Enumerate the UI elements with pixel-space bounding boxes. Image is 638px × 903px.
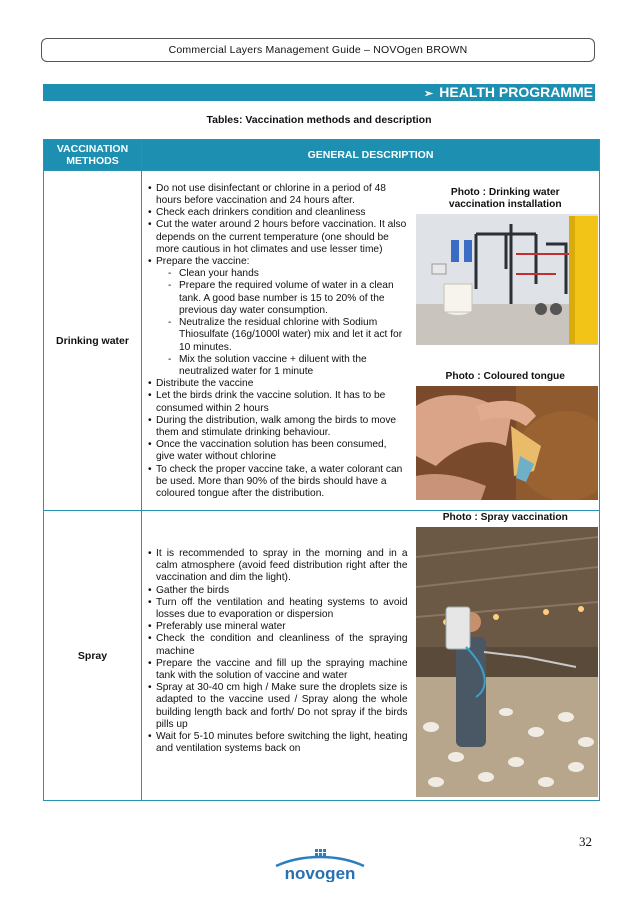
list-item: • Turn off the ventilation and heating systems to avoid losses due to evaporation or dispersion [148, 597, 408, 621]
column-header-methods: VACCINATION METHODS [44, 140, 142, 171]
list-item: • Let the birds drink the vaccine solution. It has to be consumed within 2 hours [148, 390, 408, 414]
sub-list-item: - Neutralize the residual chlorine with Sodium Thiosulfate (16g/1000l water) mix and let it act for 10 minutes. [148, 317, 408, 354]
list-item: • Spray at 30-40 cm high / Make sure the droplets size is adapted to the vaccine used / Spray along the whole building length back and forth/ Do not spray if the birds pills up [148, 682, 408, 731]
list-item: • Do not use disinfectant or chlorine in a period of 48 hours before vaccination and 24 hours after. [148, 183, 408, 207]
list-item: • Check the condition and cleanliness of the spraying machine [148, 633, 408, 657]
method-cell: Spray [44, 511, 142, 801]
photo-title: Photo : Coloured tongue [445, 371, 565, 382]
sub-list-item: - Clean your hands [148, 268, 408, 280]
section-title: HEALTH PROGRAMME [439, 84, 593, 100]
photo-title: Photo : Spray vaccination [442, 512, 568, 523]
list-item: • It is recommended to spray in the morning and in a calm atmosphere (avoid feed distribution right after the vaccination and dim the light). [148, 548, 408, 585]
description-cell [142, 171, 412, 511]
list-item: • During the distribution, walk among the birds to move them and stimulate drinking behaviour. [148, 415, 408, 439]
list-item: • Cut the water around 2 hours before vaccination. It also depends on the current temperature (one should be more cautious in hot climates and use lesser time) [148, 219, 408, 256]
sub-list-item: - Prepare the required volume of water in a clean tank. A good base number is 15 to 20% of the previous day water consumption. [148, 280, 408, 317]
method-cell: Drinking water [44, 171, 142, 511]
table-caption: Tables: Vaccination methods and description [206, 114, 432, 126]
column-header-description: GENERAL DESCRIPTION [142, 140, 600, 171]
sub-list-item: - Mix the solution vaccine + diluent with the neutralized water for 1 minute [148, 354, 408, 378]
list-item: • Distribute the vaccine [148, 378, 408, 390]
list-item: • Prepare the vaccine: [148, 256, 408, 268]
novogen-logo [272, 848, 368, 882]
table-header-row [44, 140, 600, 171]
list-item: • Once the vaccination solution has been consumed, give water without chlorine [148, 439, 408, 463]
arrow-bullet-icon: ➢ [424, 88, 434, 100]
photo-cell [412, 511, 600, 801]
list-item: • To check the proper vaccine take, a water colorant can be used. More than 90% of the birds should have a coloured tongue after the distribution. [148, 464, 408, 501]
list-item: • Preferably use mineral water [148, 621, 408, 633]
drinking-water-installation-photo [416, 214, 598, 345]
logo-text: novogen [284, 864, 356, 882]
coloured-tongue-photo [416, 386, 598, 500]
page-number: 32 [579, 834, 592, 849]
vaccination-table [43, 139, 600, 801]
list-item: • Check each drinkers condition and cleanliness [148, 207, 408, 219]
table-row [44, 511, 600, 801]
list-item: • Gather the birds [148, 585, 408, 597]
page-header: Commercial Layers Management Guide – NOVOgen BROWN [41, 38, 595, 62]
table-row [44, 171, 600, 511]
photo-cell [412, 171, 600, 511]
spray-vaccination-photo [416, 527, 598, 797]
description-cell [142, 511, 412, 801]
list-item: • Wait for 5-10 minutes before switching the light, heating and ventilation systems back on [148, 731, 408, 755]
list-item: • Prepare the vaccine and fill up the spraying machine tank with the solution of vaccine and water [148, 658, 408, 682]
photo-title: Photo : Drinking water vaccination installation [448, 187, 562, 210]
section-banner [43, 84, 595, 101]
